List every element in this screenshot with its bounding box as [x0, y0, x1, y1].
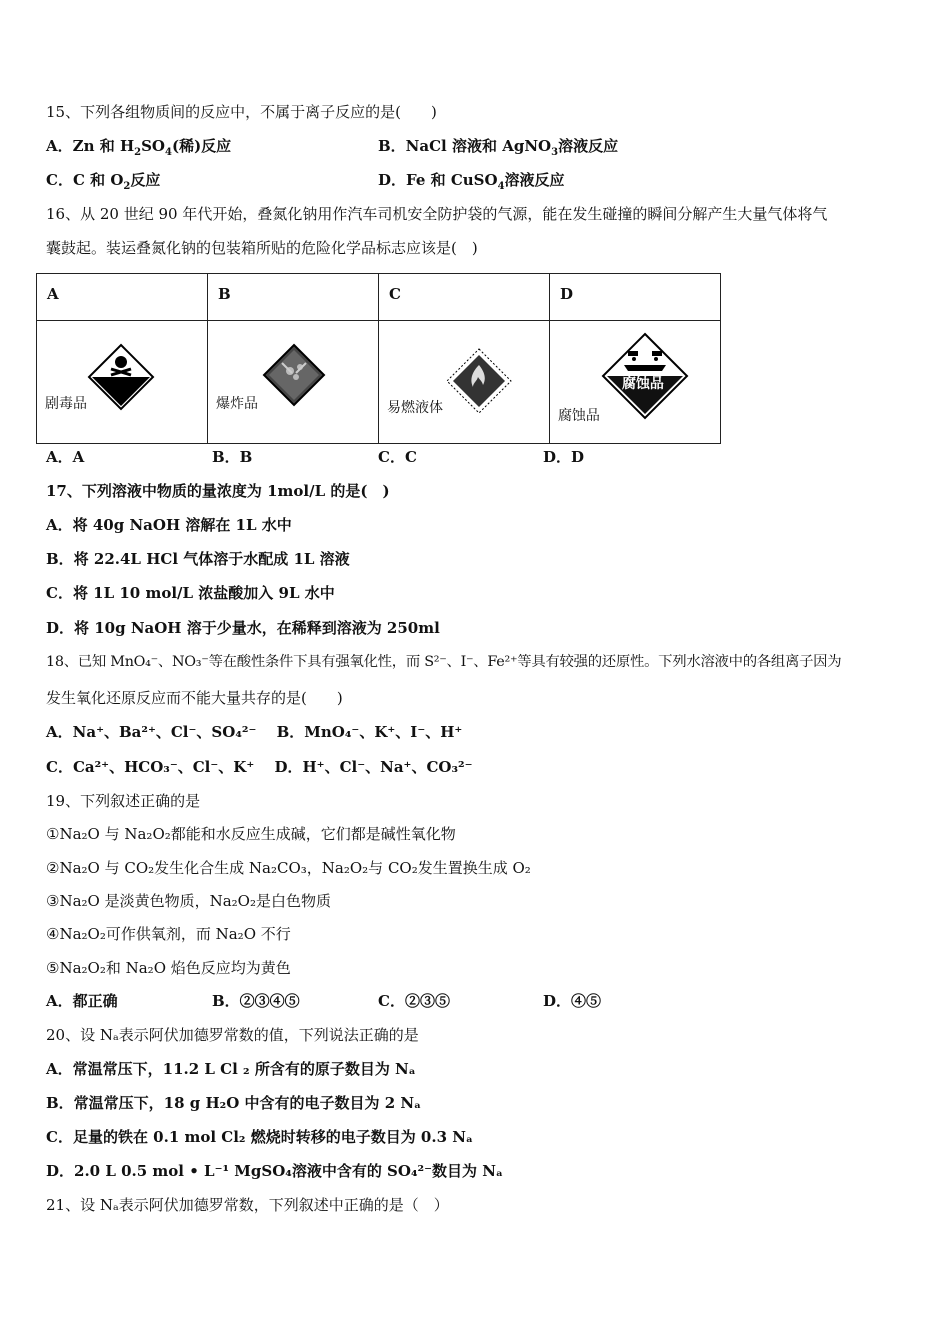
corrosive-sign-text: 腐蚀品	[621, 376, 664, 392]
toxic-skull-icon	[87, 343, 155, 411]
q19-statement-2: ②Na₂O 与 CO₂发生化合生成 Na₂CO₃，Na₂O₂与 CO₂发生置换生成 O₂	[46, 859, 531, 877]
label-toxic: 剧毒品	[45, 396, 87, 412]
q17-option-b: B．将 22.4L HCl 气体溶于水配成 1L 溶液	[46, 550, 350, 568]
table-header-b: B	[207, 274, 378, 321]
q18-options-cd: C．Ca²⁺、HCO₃⁻、Cl⁻、K⁺ D．H⁺、Cl⁻、Na⁺、CO₃²⁻	[46, 758, 473, 776]
q16-stem-line2: 囊鼓起。装运叠氮化钠的包装箱所贴的危险化学品标志应该是( )	[46, 239, 478, 257]
q20-option-a: A．常温常压下，11.2 L Cl ₂ 所含有的原子数目为 Nₐ	[46, 1060, 416, 1078]
q20-option-b: B．常温常压下，18 g H₂O 中含有的电子数目为 2 Nₐ	[46, 1094, 422, 1112]
q17-stem: 17、下列溶液中物质的量浓度为 1mol/L 的是( )	[46, 482, 390, 500]
q16-option-b: B．B	[212, 448, 253, 466]
q19-stem: 19、下列叙述正确的是	[46, 792, 201, 810]
q17-option-d: D．将 10g NaOH 溶于少量水，在稀释到溶液为 250ml	[46, 619, 440, 637]
q18-stem-line1: 18、已知 MnO₄⁻、NO₃⁻等在酸性条件下具有强氧化性，而 S²⁻、I⁻、Fe²⁺等具有较强的还原性。下列水溶液中的各组离子因为	[46, 654, 842, 670]
table-cell-d	[549, 321, 720, 444]
flammable-liquid-icon	[445, 347, 513, 415]
q20-stem: 20、设 Nₐ表示阿伏加德罗常数的值，下列说法正确的是	[46, 1026, 419, 1044]
q17-option-a: A．将 40g NaOH 溶解在 1L 水中	[46, 516, 292, 534]
q19-statement-4: ④Na₂O₂可作供氧剂，而 Na₂O 不行	[46, 925, 291, 943]
label-corrosive: 腐蚀品	[557, 408, 600, 424]
table-cell-a	[37, 321, 208, 444]
q19-option-a: A．都正确	[46, 992, 118, 1010]
q15-option-c: C．C 和 $O_2$反应	[46, 171, 161, 192]
table-header-a: A	[37, 274, 208, 321]
q19-option-b: B．②③④⑤	[212, 992, 300, 1010]
q19-statement-3: ③Na₂O 是淡黄色物质，Na₂O₂是白色物质	[46, 892, 331, 910]
label-explosive: 爆炸品	[215, 396, 258, 412]
q18-options-ab: A．Na⁺、Ba²⁺、Cl⁻、SO₄²⁻ B．MnO₄⁻、K⁺、I⁻、H⁺	[46, 723, 463, 741]
q15-option-a: A．Zn 和 $H_2SO_4$(稀)反应	[46, 137, 232, 158]
q16-option-c: C．C	[378, 448, 417, 466]
q19-option-d: D．④⑤	[543, 992, 602, 1010]
label-flammable: 易燃液体	[386, 400, 443, 416]
q17-option-c: C．将 1L 10 mol/L 浓盐酸加入 9L 水中	[46, 584, 335, 602]
q20-option-c: C．足量的铁在 0.1 mol Cl₂ 燃烧时转移的电子数目为 0.3 Nₐ	[46, 1128, 473, 1146]
table-cell-c	[378, 321, 549, 444]
table-header-d: D	[549, 274, 720, 321]
q20-option-d: D．2.0 L 0.5 mol • L⁻¹ MgSO₄溶液中含有的 SO₄²⁻数目为 Nₐ	[46, 1162, 503, 1180]
q19-option-c: C．②③⑤	[378, 992, 450, 1010]
q15-option-d: D．Fe 和 CuSO$_4$溶液反应	[378, 171, 565, 192]
table-header-c: C	[378, 274, 549, 321]
q16-stem-line1: 16、从 20 世纪 90 年代开始，叠氮化钠用作汽车司机安全防护袋的气源，能在发生碰撞的瞬间分解产生大量气体将气	[46, 205, 828, 223]
q21-stem: 21、设 Nₐ表示阿伏加德罗常数，下列叙述中正确的是（ ）	[46, 1196, 449, 1214]
q15-stem: 15、下列各组物质间的反应中，不属于离子反应的是( )	[46, 103, 437, 121]
table-cell-b	[207, 321, 378, 444]
q18-stem-line2: 发生氧化还原反应而不能大量共存的是( )	[46, 689, 343, 707]
q19-statement-5: ⑤Na₂O₂和 Na₂O 焰色反应均为黄色	[46, 959, 291, 977]
q16-option-a: A．A	[46, 448, 85, 466]
q19-statement-1: ①Na₂O 与 Na₂O₂都能和水反应生成碱，它们都是碱性氧化物	[46, 825, 456, 843]
explosive-icon	[262, 343, 326, 407]
q15-option-b: B．NaCl 溶液和 AgNO$_3$溶液反应	[378, 137, 619, 158]
hazard-sign-table	[36, 273, 721, 444]
q16-option-d: D．D	[543, 448, 585, 466]
